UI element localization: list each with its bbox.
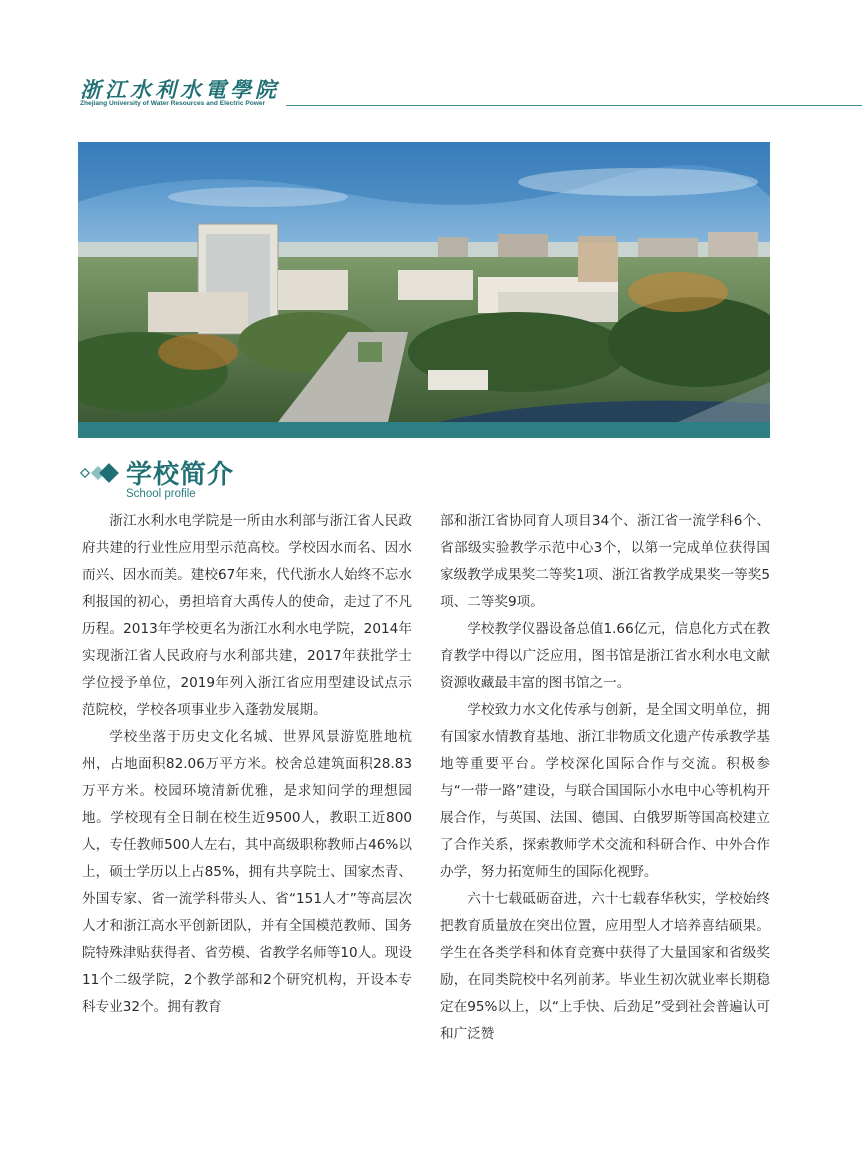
- paragraph: 浙江水利水电学院是一所由水利部与浙江省人民政府共建的行业性应用型示范高校。学校因水而名、因水而兴、因水而美。建校67年来，代代浙水人始终不忘水利报国的初心，勇担培育大禹传人的使命，走过了不凡历程。2013年学校更名为浙江水利水电学院，2014年实现浙江省人民政府与水利部共建，2017年获批学士学位授予单位，2019年列入浙江省应用型建设试点示范院校，学校各项事业步入蓬勃发展期。: [82, 513, 412, 718]
- paragraph: 学校坐落于历史文化名城、世界风景游览胜地杭州，占地面积82.06万平方米。校舍总建筑面积28.83万平方米。校园环境清新优雅，是求知问学的理想园地。学校现有全日制在校生近9500人，教职工近800人，专任教师500人左右，其中高级职称教师占46%以上，硕士学历以上占85%，拥有共享院士、国家杰青、外国专家、省一流学科带头人、省“151人才”等高层次人才和浙江高水平创新团队，并有全国模范教师、国务院特殊津贴获得者、省劳模、省教学名师等10人。现设11个二级学院，2个教学部和2个研究机构，开设本专科专业32个。拥有教育: [82, 729, 412, 1015]
- campus-aerial-photo: [78, 142, 770, 422]
- page-header: [0, 0, 862, 120]
- paragraph: 六十七载砥砺奋进，六十七载春华秋实，学校始终把教育质量放在突出位置，应用型人才培养喜结硕果。学生在各类学科和体育竞赛中获得了大量国家和省级奖励，在同类院校中名列前茅。毕业生初次就业率长期稳定在95%以上，以“上手快、后劲足”受到社会普遍认可和广泛赞: [440, 891, 770, 1042]
- left-text-column: [82, 508, 412, 1021]
- university-logo-english: Zhejiang University of Water Resources and Electric Power: [80, 100, 266, 107]
- header-divider: [286, 105, 862, 106]
- paragraph: 学校教学仪器设备总值1.66亿元，信息化方式在教育教学中得以广泛应用，图书馆是浙江省水利水电文献资源收藏最丰富的图书馆之一。: [440, 621, 770, 691]
- diamond-bullets-icon: [80, 458, 124, 488]
- section-title-english: School profile: [126, 488, 196, 500]
- paragraph: 学校致力水文化传承与创新，是全国文明单位，拥有国家水情教育基地、浙江非物质文化遗产传承教学基地等重要平台。学校深化国际合作与交流。积极参与“一带一路”建设，与联合国国际小水电中心等机构开展合作，与英国、法国、德国、白俄罗斯等国高校建立了合作关系，探索教师学术交流和科研合作、中外合作办学，努力拓宽师生的国际化视野。: [440, 702, 770, 880]
- university-logo-chinese: 浙江水利水電學院: [80, 77, 280, 102]
- right-text-column: [440, 508, 770, 1048]
- section-title-chinese: 学校简介: [126, 460, 235, 490]
- photo-accent-band: [78, 422, 770, 438]
- campus-photo-illustration: [78, 142, 770, 422]
- paragraph-continuation: 部和浙江省协同育人项目34个、浙江省一流学科6个、省部级实验教学示范中心3个，以第一完成单位获得国家级教学成果奖二等奖1项、浙江省教学成果奖一等奖5项、二等奖9项。: [440, 513, 770, 610]
- section-heading: [80, 452, 380, 502]
